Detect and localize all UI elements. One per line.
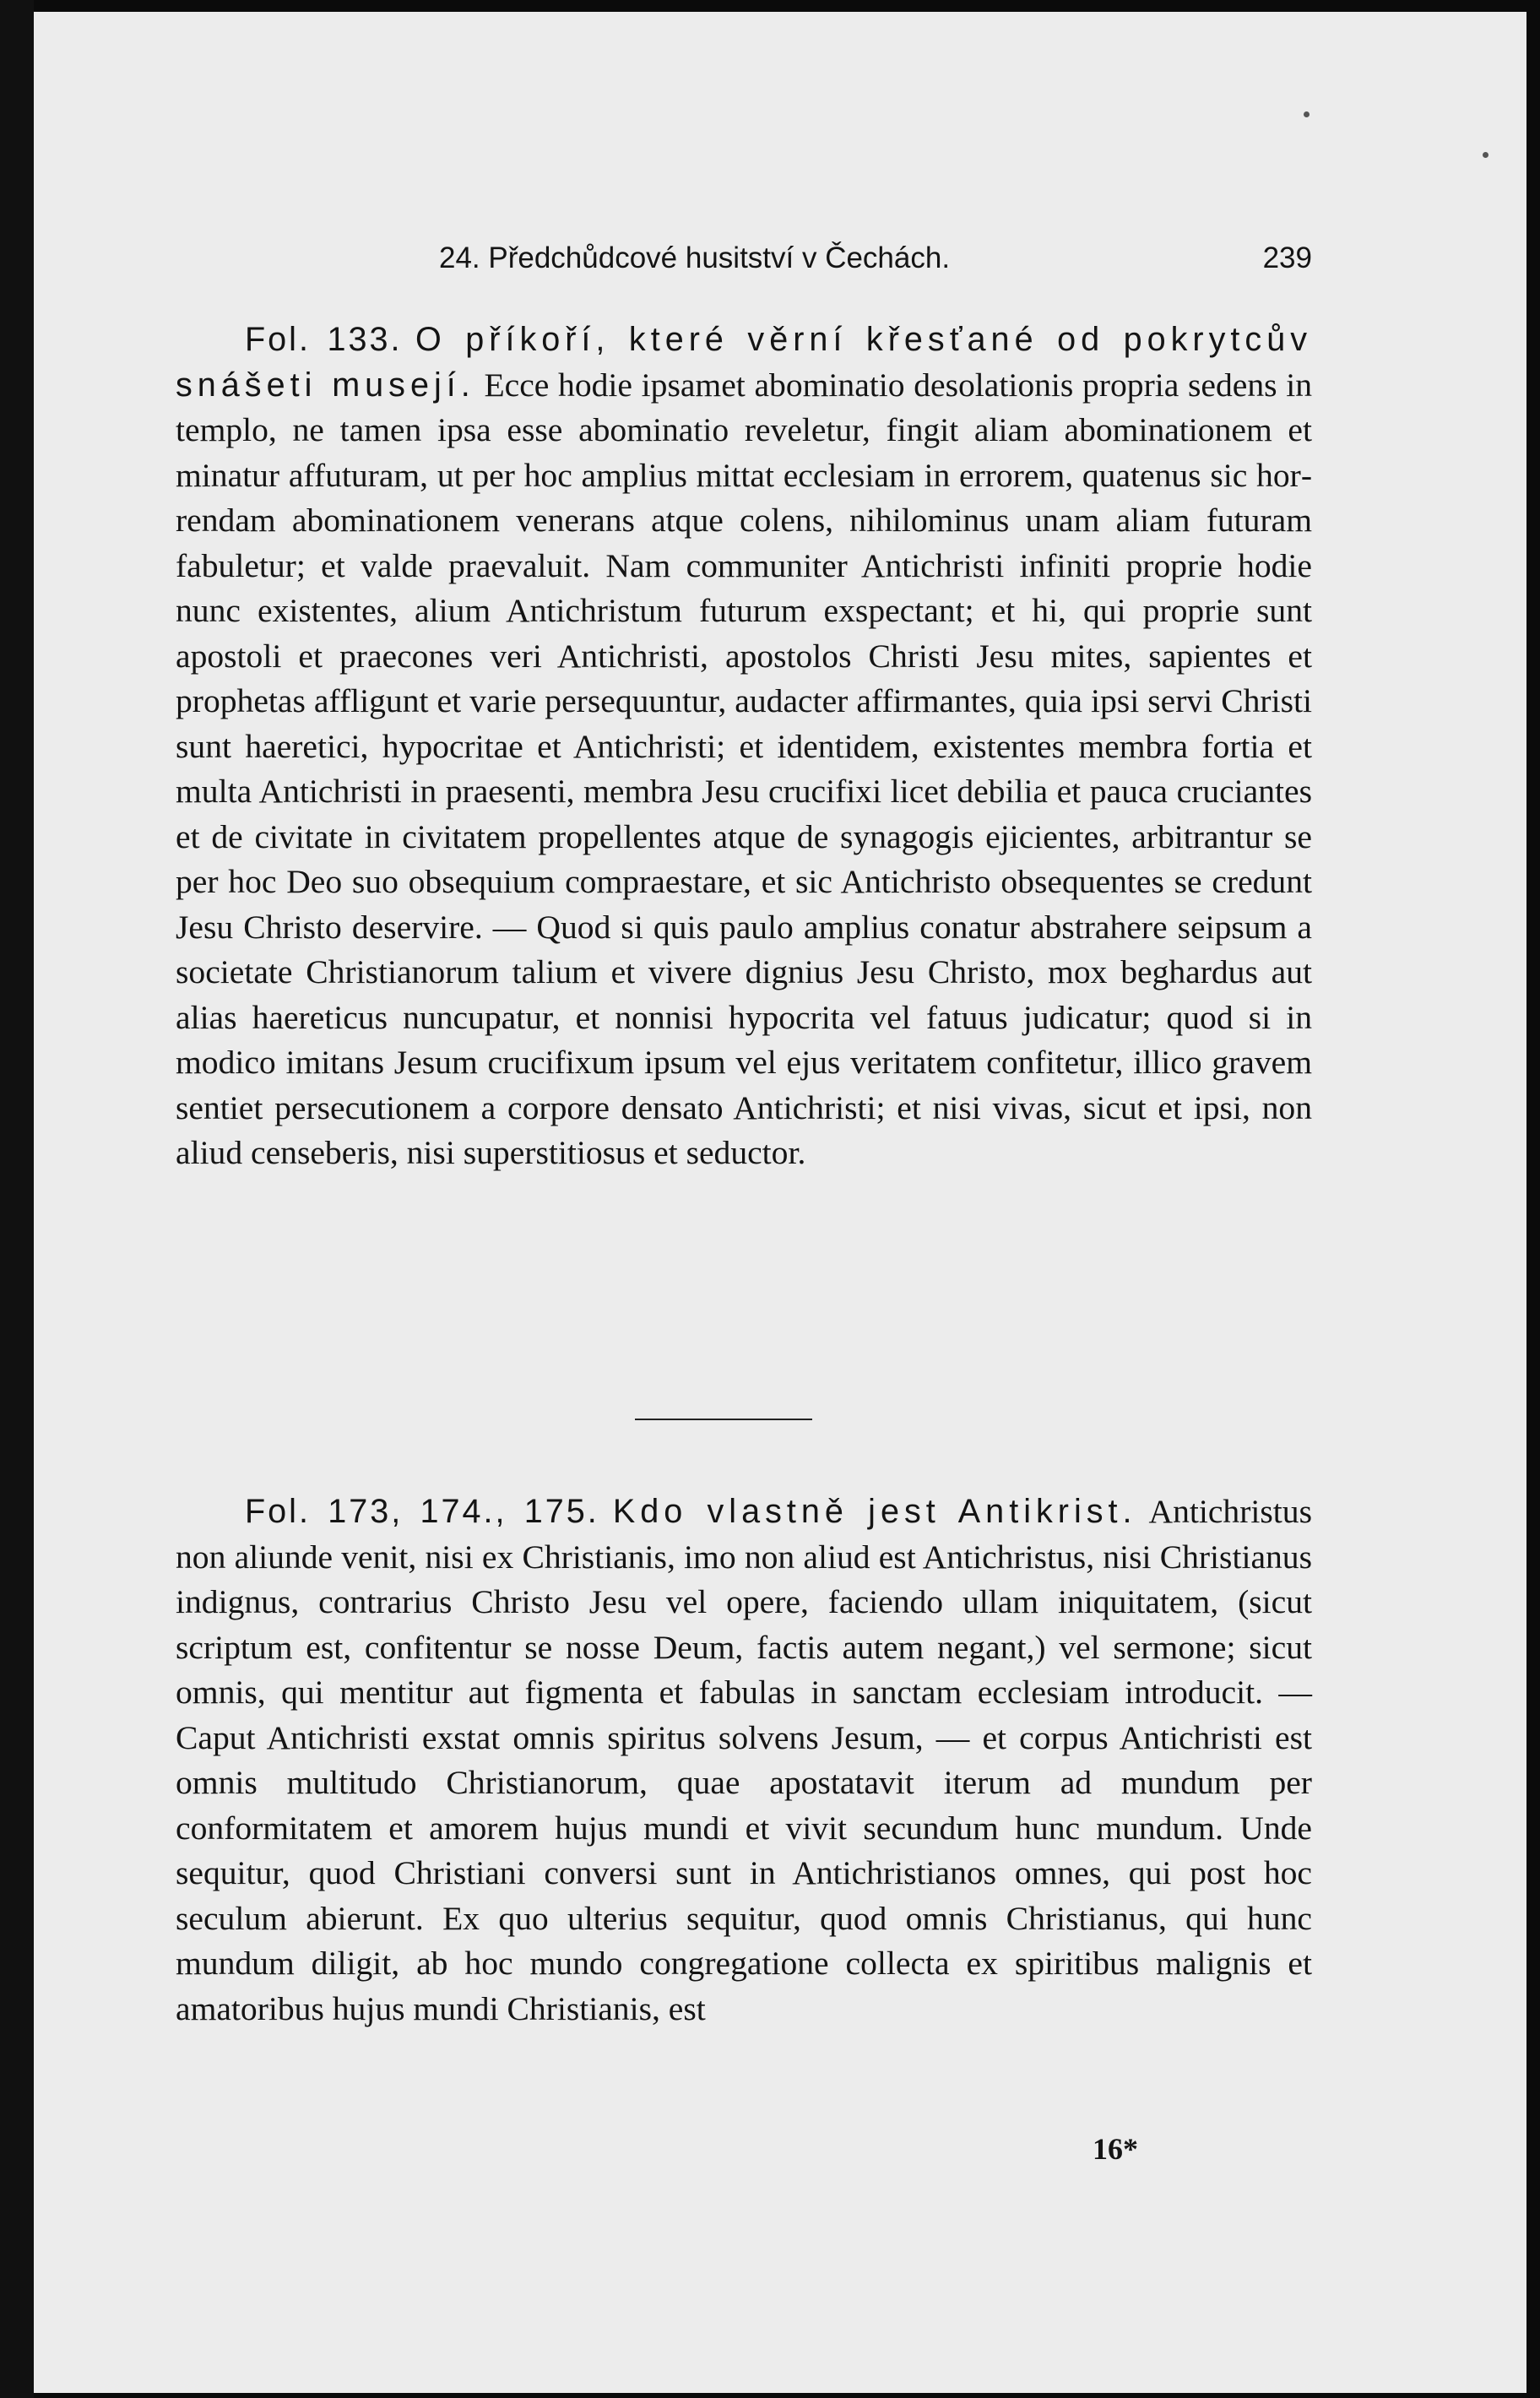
paragraph — [176, 317, 1312, 1176]
scan-left-edge — [0, 0, 34, 2398]
section-heading: Kdo vlastně jest Antikrist. — [612, 1493, 1137, 1530]
running-title: 24. Předchůdcové husitství v Čechách. — [439, 241, 951, 274]
paragraph — [176, 1489, 1312, 2032]
section-fol-133 — [176, 317, 1312, 1176]
section-body: Ecce hodie ipsamet abominatio desolationis propria sedens in templo, ne tamen ipsa esse abominatio reveletur, fingit aliam abominationem et minatur affuturam, ut per hoc amplius mittat ecclesiam in errorem, quatenus sic horrendam abominationem venerans atque colens, nihilominus unam aliam futuram fabuletur; et valde praevaluit. Nam communiter Antichristi infiniti proprie hodie nunc existentes, alium Antichristum futurum exspectant; et hi, qui proprie sunt apostoli et praecones veri Antichristi, apostolos Christi Jesu mites, sapientes et prophetas affligunt et varie persequuntur, audacter affirmantes, quia ipsi servi Christi sunt haeretici, hypocritae et Antichristi; et identidem, existentes membra fortia et multa Antichristi in praesenti, membra Jesu crucifixi licet debilia et pauca cruciantes et de civitate in civitatem propellentes atque de synagogis ejicientes, arbitrantur se per hoc Deo suo obsequium compraestare, et sic Antichristo obsequentes se credunt Jesu Christo deservire. — Quod si quis paulo amplius conatur abstrahere seipsum a societate Christianorum talium et vivere dignius Jesu Christo, mox beghardus aut alias haereticus nuncupatur, et nonnisi hypocrita vel fatuus judicatur; quod si in modico imitans Jesum crucifixum ipsum vel ejus veritatem confitetur, illico gravem sentiet persecutionem a corpore densato Antichristi; et nisi vivas, sicut et ipsi, non aliud censeberis, nisi superstitiosus et seductor. — [176, 366, 1313, 1171]
page-number: 239 — [1262, 241, 1312, 274]
printer-signature: 16* — [1093, 2132, 1138, 2166]
folio-reference: Fol. 173, 174., 175. — [245, 1493, 599, 1530]
scan-speck — [1483, 152, 1488, 158]
folio-reference: Fol. 133. — [245, 321, 403, 358]
section-body: Antichristus non aliunde venit, nisi ex Christianis, imo non aliud est Antichristus, nisi Christianus indignus, contrarius Christo Jesu vel opere, faciendo ullam iniquitatem, (sicut scriptum est, confitentur se nosse Deum, factis autem negant,) vel sermone; sicut omnis, qui mentitur aut figmenta et fabulas in sanctam ecclesiam introducit. — Caput Antichristi exstat omnis spiritus solvens Jesum, — et corpus Antichristi est omnis multitudo Christianorum, quae apostatavit iterum ad mundum per conformitatem et amorem hujus mundi et vivit secundum hunc mundum. Unde sequitur, quod Christiani conversi sunt in Antichristianos omnes, qui post hoc seculum abierunt. Ex quo ulterius sequitur, quod omnis Christianus, qui hunc mundum diligit, ab hoc mundo congregatione collecta ex spiritibus malignis et amatoribus hujus mundi Christianis, est — [176, 1493, 1312, 2027]
section-divider — [635, 1419, 812, 1420]
section-fol-173 — [176, 1489, 1312, 2032]
section-heading: O příkoří, které věrní křesťané od pokrytcův snášeti musejí. — [176, 321, 1312, 404]
scan-speck — [1304, 111, 1310, 117]
book-page — [34, 12, 1526, 2393]
running-header — [176, 241, 1312, 292]
